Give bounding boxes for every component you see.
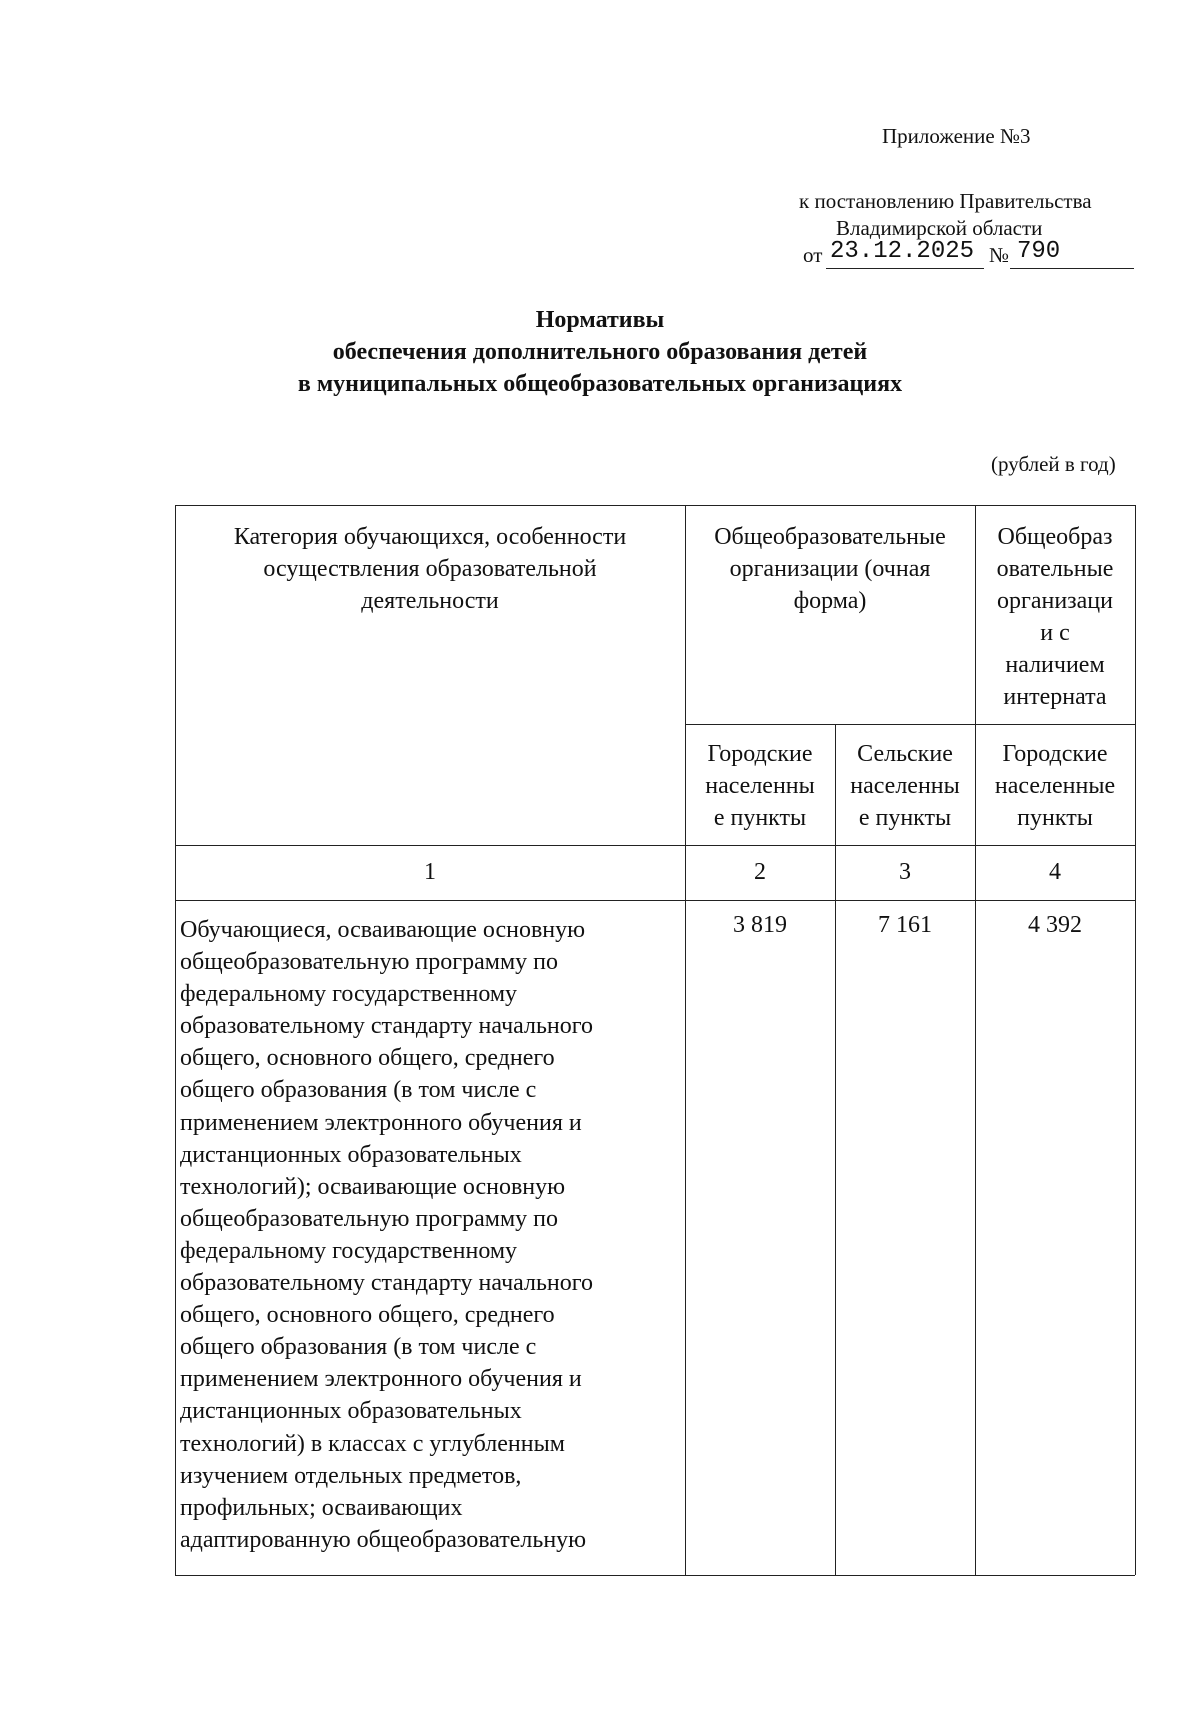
decree-reference: к постановлению Правительства (799, 189, 1092, 213)
number-row-bottom-line (175, 900, 1135, 901)
appendix-number: Приложение №3 (882, 124, 1031, 148)
decree-date: 23.12.2025 (830, 238, 975, 265)
header-divider (685, 724, 1135, 725)
number-underline (1010, 268, 1134, 269)
decree-number: 790 (1017, 238, 1061, 265)
value-urban: 3 819 (733, 912, 787, 938)
header-category: Категория обучающихся, особенности осуществления образовательной деятельности (233, 524, 627, 614)
subheader-urban-boarding: Городские населенные пункты (994, 741, 1116, 831)
column-number-1: 1 (424, 859, 436, 885)
subheader-urban: Городские населенны е пункты (705, 741, 815, 831)
date-underline (826, 268, 984, 269)
header-bottom-line (175, 845, 1135, 846)
table-border-bottom (175, 1575, 1135, 1576)
units-note: (рублей в год) (991, 452, 1116, 476)
subheader-rural: Сельские населенны е пункты (850, 741, 960, 831)
column-number-4: 4 (1049, 859, 1061, 885)
table-border-top (175, 505, 1135, 506)
column-divider-2 (835, 724, 836, 1575)
table-border-left (175, 505, 176, 1575)
table-border-right (1135, 505, 1136, 1575)
table-row-category: Обучающиеся, осваивающие основную общеобразовательную программу по федеральному государственному образовательному стандарту начального общего, основного общего, среднего общего образования (в том числе с применением электронного обучения и дистанционных образовательных технологий); осваивающие основную общеобразовательную программу по федеральному государственному образовательному стандарту начального общего, основного общего, среднего общего образования (в том числе с применением электронного обучения и дистанционных образовательных технологий) в классах с углубленным изучением отдельных предметов, профильных; осваивающих адаптированную общеобразовательную (180, 917, 594, 1553)
column-divider-1 (685, 505, 686, 1575)
value-urban-boarding: 4 392 (1028, 912, 1082, 938)
date-prefix: от (803, 243, 823, 267)
header-full-time-organizations: Общеобразовательные организации (очная форма) (714, 524, 946, 614)
header-boarding-organizations: Общеобраз овательные организаци и с наличием интерната (996, 524, 1114, 710)
column-number-3: 3 (899, 859, 911, 885)
value-rural: 7 161 (878, 912, 932, 938)
region-name: Владимирской области (836, 216, 1043, 240)
number-prefix: № (989, 243, 1010, 267)
document-subtitle-2: в муниципальных общеобразовательных организациях (297, 371, 903, 397)
document-title: Нормативы (535, 307, 665, 333)
column-number-2: 2 (754, 859, 766, 885)
document-subtitle-1: обеспечения дополнительного образования детей (332, 339, 868, 365)
